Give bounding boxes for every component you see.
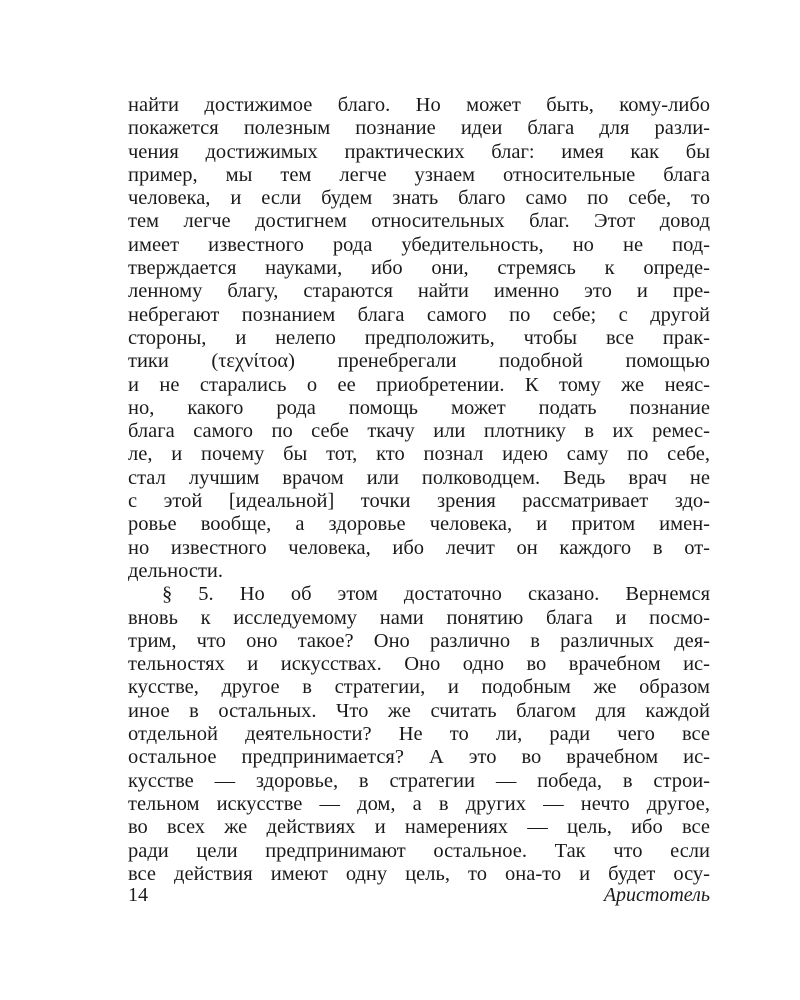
text-line: тельностях и искусствах. Оно одно во врачебном ис-	[128, 653, 710, 676]
text-line: вновь к исследуемому нами понятию блага и посмо-	[128, 606, 710, 629]
text-line: имеет известного рода убедительность, но не под-	[128, 233, 710, 256]
text-line: ленному благу, стараются найти именно это и пре-	[128, 280, 710, 303]
text-line: ровье вообще, а здоровье человека, и притом имен-	[128, 513, 710, 536]
text-line: остальное предпринимается? А это во врачебном ис-	[128, 746, 710, 769]
text-line: стал лучшим врачом или полководцем. Ведь врач не	[128, 466, 710, 489]
running-title: Аристотель	[603, 884, 710, 906]
text-line: отдельной деятельности? Не то ли, ради чего все	[128, 723, 710, 746]
paragraph-2	[128, 583, 710, 886]
text-line: трим, что оно такое? Оно различно в различных дея-	[128, 629, 710, 652]
text-line: тверждается науками, ибо они, стремясь к опреде-	[128, 257, 710, 280]
page-number: 14	[128, 884, 148, 906]
paragraph-1	[128, 94, 710, 583]
text-line: тем легче достигнем относительных благ. Этот довод	[128, 210, 710, 233]
text-line: тельном искусстве — дом, а в других — нечто другое,	[128, 792, 710, 815]
text-line: иное в остальных. Что же считать благом для каждой	[128, 699, 710, 722]
text-line: чения достижимых практических благ: имея как бы	[128, 140, 710, 163]
text-line: кусстве — здоровье, в стратегии — победа, в строи-	[128, 769, 710, 792]
text-line: человека, и если будем знать благо само по себе, то	[128, 187, 710, 210]
text-line: но известного человека, ибо лечит он каждого в от-	[128, 536, 710, 559]
text-line: ле, и почему бы тот, кто познал идею саму по себе,	[128, 443, 710, 466]
text-line: § 5. Но об этом достаточно сказано. Вернемся	[162, 583, 710, 606]
text-line: тики (τεχνίτοα) пренебрегали подобной помощью	[128, 350, 710, 373]
text-line: покажется полезным познание идеи блага для разли-	[128, 117, 710, 140]
text-line: во всех же действиях и намерениях — цель, ибо все	[128, 816, 710, 839]
text-line: кусстве, другое в стратегии, и подобным же образом	[128, 676, 710, 699]
text-line: с этой [идеальной] точки зрения рассматривает здо-	[128, 490, 710, 513]
text-line: ради цели предпринимают остальное. Так что если	[128, 839, 710, 862]
text-line: и не старались о ее приобретении. К тому же неяс-	[128, 373, 710, 396]
text-line: стороны, и нелепо предположить, чтобы все прак-	[128, 326, 710, 349]
text-line: дельности.	[128, 559, 223, 582]
text-line: пример, мы тем легче узнаем относительные блага	[128, 163, 710, 186]
text-line: найти достижимое благо. Но может быть, кому-либо	[128, 94, 710, 116]
text-line: но, какого рода помощь может подать познание	[128, 396, 710, 419]
text-line: все действия имеют одну цель, то она-то и будет осу-	[128, 862, 710, 885]
text-line: блага самого по себе ткачу или плотнику в их ремес-	[128, 420, 710, 443]
page-footer	[128, 882, 710, 908]
text-line: небрегают познанием блага самого по себе; с другой	[128, 303, 710, 326]
page-text	[128, 94, 710, 886]
